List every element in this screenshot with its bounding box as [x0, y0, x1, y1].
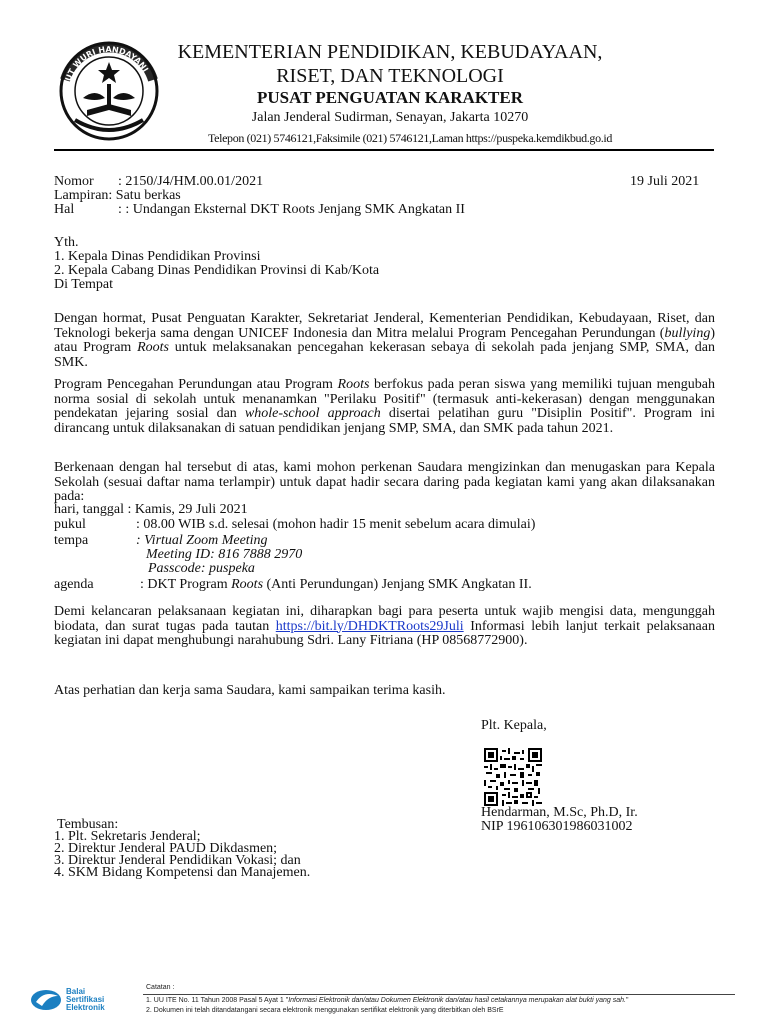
event-time-value: : 08.00 WIB s.d. selesai (mohon hadir 15 menit sebelum acara dimulai)	[136, 517, 536, 532]
qr-code	[484, 748, 542, 806]
footer-note-1: 1. UU ITE No. 11 Tahun 2008 Pasal 5 Ayat 1 "Informasi Elektronik dan/atau Dokumen Elektronik dan/atau hasil cetakannya merupakan alat bukti yang sah."	[146, 997, 629, 1004]
lampiran-label: Lampiran	[54, 188, 109, 203]
paragraph-1: Dengan hormat, Pusat Penguatan Karakter, Sekretariat Jenderal, Kementerian Pendidikan, Kebudayaan, Riset, dan Teknologi bekerja sama dengan UNICEF Indonesia dan Mitra melalui Program Pencegahan Perundungan (bullying) atau Program Roots untuk melaksanakan pencegahan kekerasan sebaya di sekolah pada jenjang SMP, SMA, dan SMK.	[54, 311, 715, 370]
recipient-item: 1. Kepala Dinas Pendidikan Provinsi	[54, 249, 261, 264]
paragraph-5: Atas perhatian dan kerja sama Saudara, kami sampaikan terima kasih.	[54, 683, 446, 698]
meeting-passcode: Passcode: puspeka	[148, 561, 255, 576]
recipient-greeting: Yth.	[54, 235, 79, 250]
hal-row	[54, 203, 465, 217]
paragraph-4: Demi kelancaran pelaksanaan kegiatan ini, diharapkan bagi para peserta untuk wajib mengisi data, mengunggah biodata, dan surat tugas pada tautan https://bit.ly/DHDKTRoots29Juli Informasi lebih lanjut terkait pelaksanaan kegiatan ini dapat menghubungi narahubung Sdri. Lany Fitriana (HP 08568772900).	[54, 604, 715, 648]
footer-divider	[143, 994, 735, 995]
event-agenda-label: agenda	[54, 577, 94, 592]
event-time-row	[54, 518, 535, 532]
event-time-label: pukul	[54, 517, 86, 532]
signatory-name: Hendarman, M.Sc, Ph.D, Ir.	[481, 805, 638, 820]
contact-line: Telepon (021) 5746121,Faksimile (021) 5746121,Laman https://puspeka.kemdikbud.go.id	[207, 131, 613, 145]
paragraph-3: Berkenaan dengan hal tersebut di atas, kami mohon perkenan Saudara mengizinkan dan menugaskan para Kepala Sekolah (sesuai daftar nama terlampir) untuk dapat hadir secara daring pada kegiatan kami yang akan dilaksanakan pada:	[54, 460, 715, 504]
event-agenda-row: agenda : DKT Program Roots (Anti Perundungan) Jenjang SMK Angkatan II.	[54, 577, 532, 592]
tembusan-item: 3. Direktur Jenderal Pendidikan Vokasi; dan	[54, 853, 301, 868]
paragraph-2: Program Pencegahan Perundungan atau Program Roots berfokus pada peran siswa yang memiliki tujuan mengubah norma sosial di sekolah untuk menanamkan "Perilaku Positif" (termasuk anti-kekerasan) dengan menggunakan pendekatan jejaring sosial dan whole-school approach disertai pelatihan guru "Disiplin Positif". Program ini dirancang untuk dilaksanakan di satuan pendidikan jenjang SMP, SMA, dan SMK pada tahun 2021.	[54, 377, 715, 436]
tembusan-item: 4. SKM Bidang Kompetensi dan Manajemen.	[54, 865, 311, 880]
tembusan-label: Tembusan:	[57, 817, 119, 832]
event-place-row	[54, 534, 268, 548]
ministry-name-line1: KEMENTERIAN PENDIDIKAN, KEBUDAYAAN,	[177, 41, 603, 63]
event-place-value: : Virtual Zoom Meeting	[136, 533, 268, 548]
ministry-name-line2: RISET, DAN TEKNOLOGI	[276, 65, 504, 87]
tembusan-item: 2. Direktur Jenderal PAUD Dikdasmen;	[54, 841, 278, 856]
tut-wuri-handayani-logo	[55, 40, 163, 143]
nomor-label: Nomor	[54, 174, 94, 189]
hal-value: : : Undangan Eksternal DKT Roots Jenjang SMK Angkatan II	[118, 202, 465, 217]
nomor-value: : 2150/J4/HM.00.01/2021	[118, 174, 264, 189]
tembusan-item: 1. Plt. Sekretaris Jenderal;	[54, 829, 201, 844]
meeting-id: Meeting ID: 816 7888 2970	[146, 547, 303, 562]
bsre-logo-icon	[28, 986, 64, 1012]
hal-label: Hal	[54, 202, 75, 217]
signature-title: Plt. Kepala,	[481, 718, 547, 733]
logo-motto-text: TUT WURI HANDAYANI	[62, 44, 150, 88]
event-date-value: : Kamis, 29 Juli 2021	[127, 502, 248, 517]
recipient-place: Di Tempat	[54, 277, 114, 292]
unit-name: PUSAT PENGUATAN KARAKTER	[256, 88, 524, 107]
nomor-row	[54, 175, 263, 189]
footer-note-2: 2. Dokumen ini telah ditandatangani secara elektronik menggunakan sertifikat elektronik yang diterbitkan oleh BSrE	[146, 1007, 504, 1014]
recipient-item: 2. Kepala Cabang Dinas Pendidikan Provinsi di Kab/Kota	[54, 263, 380, 278]
address: Jalan Jenderal Sudirman, Senayan, Jakarta 10270	[251, 110, 529, 125]
letter-date: 19 Juli 2021	[630, 174, 700, 189]
ministry-name	[170, 40, 610, 88]
registration-link[interactable]: https://bit.ly/DHDKTRoots29Juli	[275, 618, 464, 634]
lampiran-value: : Satu berkas	[108, 188, 181, 203]
footer-catatan: Catatan :	[146, 984, 175, 991]
lampiran-row	[54, 189, 181, 203]
signatory-nip: NIP 196106301986031002	[481, 819, 633, 834]
event-place-label: tempa	[54, 533, 89, 548]
event-date-row	[54, 503, 248, 517]
bsre-name: Balai Sertifikasi Elektronik	[66, 987, 105, 1012]
header-divider	[54, 149, 714, 151]
event-date-label: hari, tanggal	[54, 502, 124, 517]
